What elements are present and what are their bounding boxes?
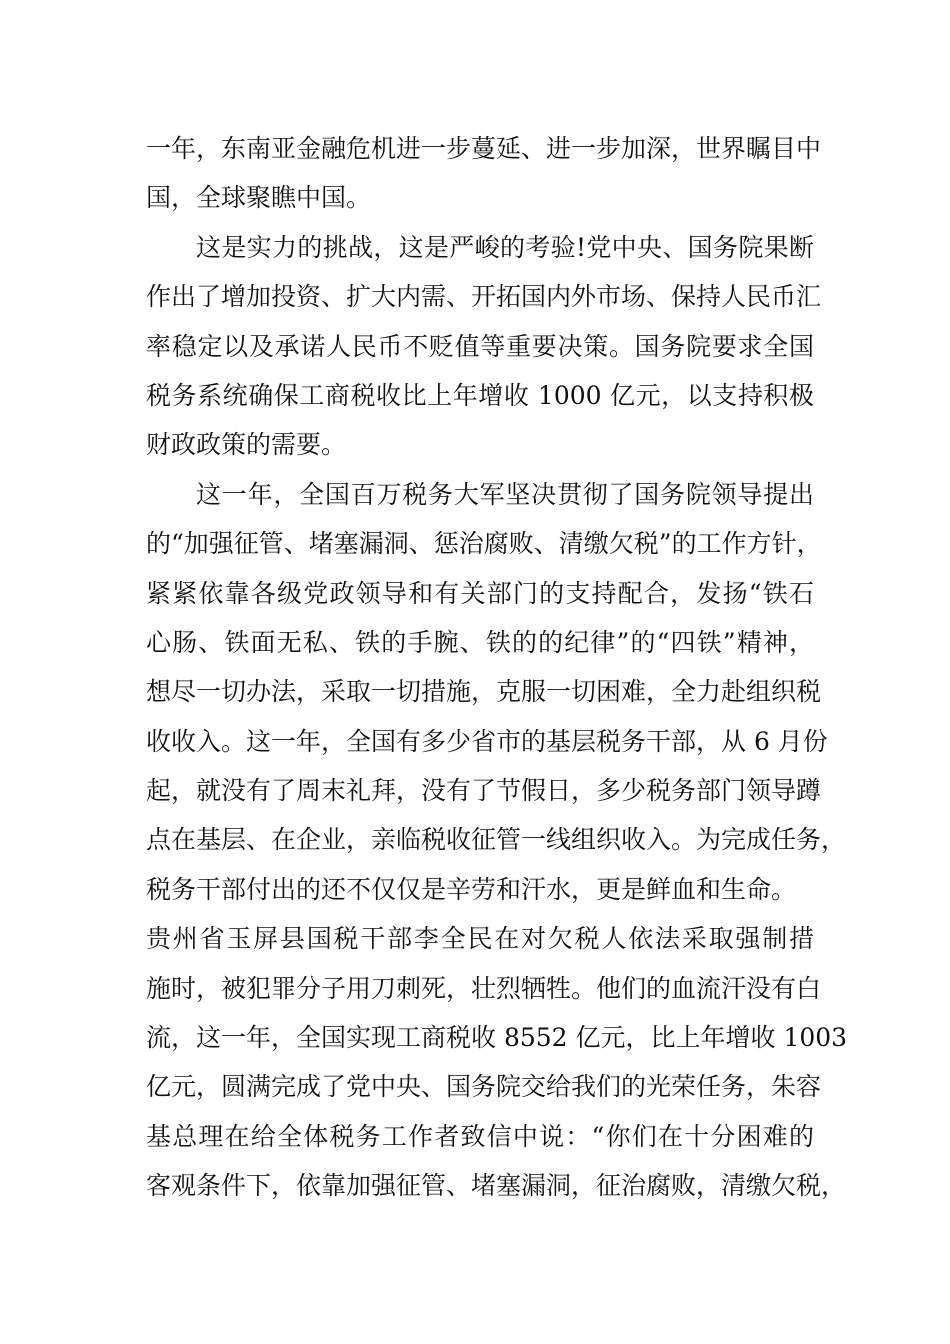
paragraph-start-line: 这一年，全国百万税务大军坚决贯彻了国务院领导提出 bbox=[196, 479, 814, 509]
text-line: 心肠、铁面无私、铁的手腕、铁的的纪律”的“四铁”精神， bbox=[146, 627, 814, 657]
text-line: 作出了增加投资、扩大内需、开拓国内外市场、保持人民币汇 bbox=[146, 282, 822, 312]
text-line: 紧紧依靠各级党政领导和有关部门的支持配合，发扬“铁石 bbox=[146, 578, 814, 608]
body-text bbox=[146, 124, 848, 1211]
text-line: 基总理在给全体税务工作者致信中说：“你们在十分困难的 bbox=[146, 1121, 814, 1151]
text-line: 税务干部付出的还不仅仅是辛劳和汗水，更是鲜血和生命。 bbox=[146, 874, 797, 904]
text-line: 收收入。这一年，全国有多少省市的基层税务干部，从 6 月份 bbox=[146, 726, 828, 756]
text-line: 客观条件下，依靠加强征管、堵塞漏洞，征治腐败，清缴欠税， bbox=[146, 1171, 847, 1201]
text-line: 国，全球聚瞧中国。 bbox=[146, 183, 372, 213]
text-line: 想尽一切办法，采取一切措施，克服一切困难，全力赴组织税 bbox=[146, 677, 822, 707]
text-line: 流，这一年，全国实现工商税收 8552 亿元，比上年增收 1003 bbox=[146, 1023, 848, 1053]
text-line: 贵州省玉屏县国税干部李全民在对欠税人依法采取强制措 bbox=[146, 924, 814, 954]
paragraph-start-line: 这是实力的挑战，这是严峻的考验!党中央、国务院果断 bbox=[196, 232, 814, 262]
text-line: 的“加强征管、堵塞漏洞、惩治腐败、清缴欠税”的工作方针， bbox=[146, 529, 822, 559]
text-line: 点在基层、在企业，亲临税收征管一线组织收入。为完成任务， bbox=[146, 825, 847, 855]
text-line: 亿元，圆满完成了党中央、国务院交给我们的光荣任务，朱容 bbox=[146, 1072, 822, 1102]
text-line: 施时，被犯罪分子用刀刺死，壮烈牺牲。他们的血流汗没有白 bbox=[146, 973, 822, 1003]
text-line: 起，就没有了周末礼拜，没有了节假日，多少税务部门领导蹲 bbox=[146, 776, 822, 806]
text-line: 税务系统确保工商税收比上年增收 1000 亿元，以支持积极 bbox=[146, 380, 814, 410]
text-line: 财政政策的需要。 bbox=[146, 430, 347, 460]
text-line: 率稳定以及承诺人民币不贬值等重要决策。国务院要求全国 bbox=[146, 331, 814, 361]
text-line: 一年，东南亚金融危机进一步蔓延、进一步加深，世界瞩目中 bbox=[146, 134, 822, 163]
